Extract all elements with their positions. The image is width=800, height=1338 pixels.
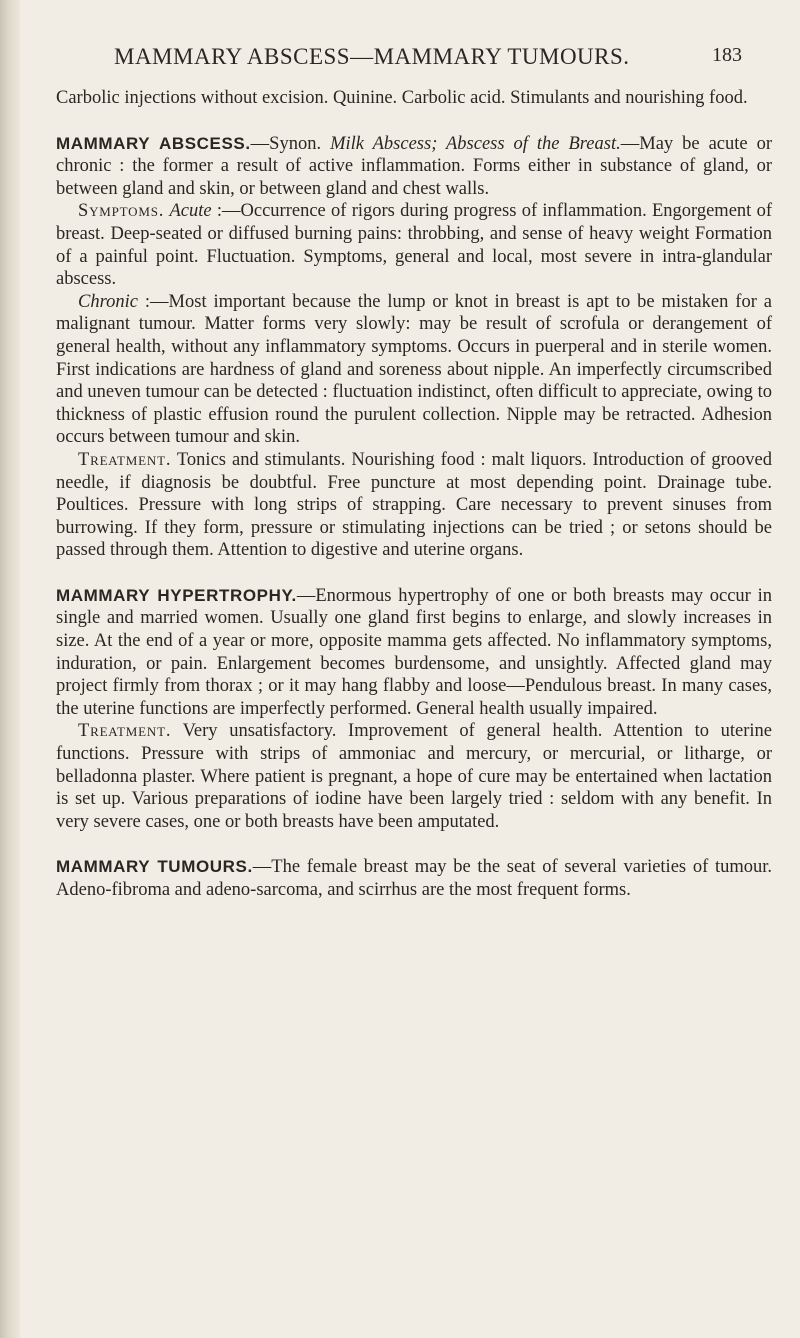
section-heading-tumours: MAMMARY TUMOURS. <box>56 857 253 877</box>
hypertrophy-treatment-paragraph <box>56 720 772 833</box>
section-mammary-hypertrophy <box>56 585 772 834</box>
chronic-paragraph <box>56 291 772 449</box>
abscess-intro-text: —May be acute or chronic : the former a result of active inflammation. Forms either in substance of gland, or between gland and skin, or between gland and chest walls. <box>56 133 772 199</box>
section-heading-abscess: MAMMARY ABSCESS. <box>56 133 251 153</box>
abscess-intro-paragraph <box>56 133 772 201</box>
book-page <box>56 0 772 902</box>
section-heading-hypertrophy: MAMMARY HYPERTROPHY. <box>56 585 297 605</box>
page-number: 183 <box>712 44 742 66</box>
synonym-terms: Milk Abscess; Abscess of the Breast. <box>330 133 621 154</box>
acute-label: Acute <box>169 201 212 222</box>
abscess-treatment-paragraph <box>56 449 772 562</box>
tumours-paragraph <box>56 856 772 901</box>
section-mammary-tumours <box>56 856 772 901</box>
intro-paragraph: Carbolic injections without excision. Quinine. Carbolic acid. Stimulants and nourishing food. <box>56 88 748 108</box>
running-title: MAMMARY ABSCESS—MAMMARY TUMOURS. <box>114 44 630 69</box>
running-head <box>56 0 772 68</box>
synonym-prefix: —Synon. <box>250 133 331 154</box>
treatment-label-abscess: Treatment. <box>78 449 172 470</box>
chronic-text: :—Most important because the lump or knot in breast is apt to be mistaken for a malignant tumour. Matter forms very slowly: may be result of scrofula or derangement of general health, without any inflammatory symptoms. Occurs in puerperal and in sterile women. First indications are hardness of gland and soreness about nipple. An imperfectly circumscribed and uneven tumour can be detected : fluctuation indistinct, often difficult to appreciate, owing to thickness of plastic effusion round the purulent collection. Nipple may be retracted. Adhesion occurs between tumour and skin. <box>56 291 772 448</box>
tumours-text: —The female breast may be the seat of several varieties of tumour. Adeno-fibroma and adeno-sarcoma, and scirrhus are the most frequent forms. <box>56 857 772 900</box>
section-mammary-abscess <box>56 133 772 562</box>
acute-symptoms-paragraph <box>56 200 772 290</box>
acute-text: :—Occurrence of rigors during progress of inflammation. Engorgement of breast. Deep-seated or diffused burning pains: throbbing, and sense of heavy weight Formation of a painful point. Fluctuation. Symptoms, general and local, most severe in intra-glandular abscess. <box>56 201 772 290</box>
hypertrophy-text: —Enormous hypertrophy of one or both breasts may occur in single and married women. Usually one gland first begins to enlarge, and slowly increases in size. At the end of a year or more, opposite mamma gets affected. No inflammatory symptoms, induration, or pain. Enlargement becomes burdensome, and unsightly. Affected gland may project firmly from thorax ; or it may hang flabby and loose—Pendulous breast. In many cases, the uterine functions are imperfectly performed. General health usually impaired. <box>56 585 773 719</box>
symptoms-label: Symptoms. <box>78 201 165 222</box>
hypertrophy-paragraph <box>56 585 772 721</box>
hypertrophy-treatment-text: Very unsatisfactory. Improvement of general health. Attention to uterine functions. Pressure with strips of ammoniac and mercury, or mercurial, or litharge, or belladonna plaster. Where patient is pregnant, a hope of cure may be entertained when lactation is set up. Various preparations of iodine have been largely tried : seldom with any benefit. In very severe cases, one or both breasts have been amputated. <box>56 721 772 832</box>
chronic-label: Chronic <box>78 291 138 312</box>
abscess-treatment-text: Tonics and stimulants. Nourishing food : malt liquors. Introduction of grooved needle, if diagnosis be doubtful. Free puncture at most depending point. Drainage tube. Poultices. Pressure with long strips of strapping. Care necessary to prevent sinuses from burrowing. If they form, pressure or stimulating injections can be tried ; or setons should be passed through them. Attention to digestive and uterine organs. <box>56 449 772 561</box>
binding-gutter <box>0 0 20 1338</box>
treatment-label-hypertrophy: Treatment. <box>78 721 172 742</box>
